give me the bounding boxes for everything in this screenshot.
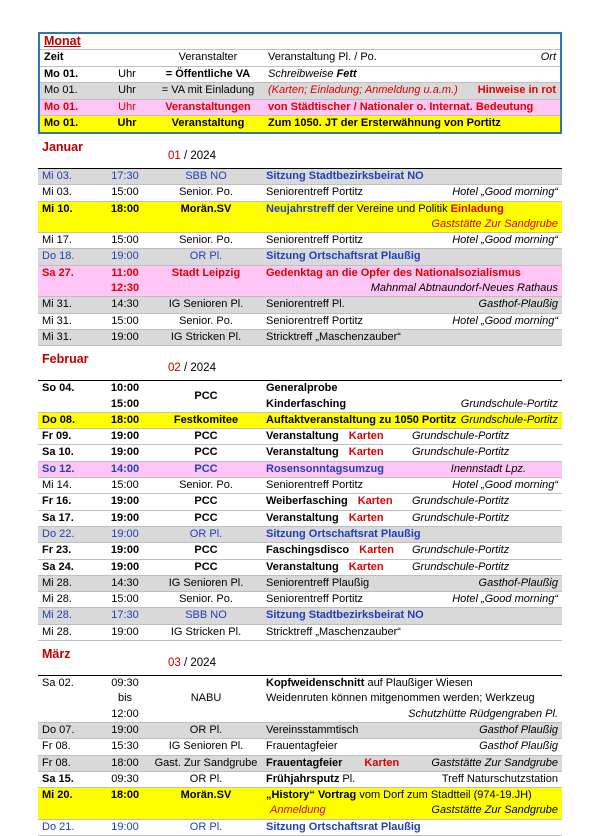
row-day: Fr 09. — [42, 430, 72, 443]
row-organizer: Stadt Leipzig — [171, 266, 241, 279]
row-organizer: Gast. Zur Sandgrube — [154, 756, 258, 769]
row-day: Do 21. — [42, 820, 75, 833]
row-time: 19:00 — [110, 560, 140, 573]
row-day: Mi 31. — [42, 314, 72, 327]
legend-event: Schreibweise Fett — [268, 67, 357, 80]
row-event: Stricktreff „Maschenzauber“ — [266, 330, 401, 343]
month-name: Februar — [42, 352, 89, 367]
row-organizer: Senior. Po. — [179, 314, 233, 327]
table-row — [38, 445, 562, 461]
row-organizer: Morän.SV — [180, 202, 232, 215]
month-name: Januar — [42, 139, 83, 154]
row-organizer: Morän.SV — [180, 789, 232, 802]
legend-organizer: Veranstaltungen — [165, 100, 251, 113]
row-event: Gedenktag an die Opfer des Nationalsozialismus Mahnmal Abtnaundorf-Neues Rathaus — [266, 266, 558, 295]
row-event: Generalprobe Kinderfasching Grundschule-Portitz — [266, 382, 558, 410]
row-event: Stricktreff „Maschenzauber“ — [266, 625, 401, 638]
row-organizer: Senior. Po. — [179, 479, 233, 492]
table-row — [38, 249, 562, 265]
row-day: Mi 31. — [42, 298, 72, 311]
row-organizer: OR Pl. — [189, 527, 223, 540]
row-day: Mi 17. — [42, 234, 72, 247]
legend-time: Uhr — [118, 84, 136, 97]
row-time: 19:00 — [110, 511, 140, 524]
table-row — [38, 202, 562, 234]
row-time: 15:00 — [111, 593, 139, 606]
row-organizer: PCC — [194, 544, 218, 557]
row-event: Rosensonntagsumzug Inennstadt Lpz. — [266, 462, 526, 475]
row-day: Sa 24. — [42, 560, 74, 573]
row-event: Sitzung Ortschaftsrat Plaußig — [266, 250, 421, 263]
month-heading-januar — [38, 134, 562, 168]
row-day: Mi 28. — [42, 625, 72, 638]
month-number: 01 / 2024 — [168, 149, 216, 162]
row-organizer: NABU — [190, 692, 222, 705]
row-time: 19:00 — [111, 250, 139, 263]
legend-time: Uhr — [118, 67, 136, 80]
row-time: 10:00 15:00 — [110, 382, 140, 410]
row-organizer: PCC — [194, 511, 218, 524]
table-row — [38, 756, 562, 772]
row-day: So 04. — [42, 382, 75, 395]
table-row — [38, 266, 562, 298]
table-row — [38, 739, 562, 755]
row-organizer: PCC — [194, 389, 218, 402]
legend-header-row — [40, 50, 560, 67]
table-row — [38, 169, 562, 185]
legend-day: Mo 01. — [44, 67, 79, 80]
header-organizer: Veranstalter — [178, 51, 238, 63]
row-time: 15:00 — [111, 186, 139, 199]
row-event: Seniorentreff Pl. Gasthof-Plaußig — [266, 298, 558, 311]
row-organizer: Senior. Po. — [179, 234, 233, 247]
row-event: Vereinsstammtisch Gasthof Plaußig — [266, 723, 558, 736]
row-organizer: Senior. Po. — [179, 186, 233, 199]
row-time: 18:00 — [110, 789, 140, 802]
row-time: 15:30 — [111, 740, 139, 753]
legend-time: Uhr — [118, 100, 136, 113]
row-organizer: IG Senioren Pl. — [168, 740, 244, 753]
row-time: 11:00 12:30 — [110, 266, 140, 295]
legend-row-anniversary — [40, 116, 560, 132]
row-time: 09:30 — [111, 772, 139, 785]
table-row — [38, 625, 562, 641]
row-day: Mi 03. — [42, 169, 72, 182]
row-event: Frauentagfeier Gasthof Plaußig — [266, 740, 558, 753]
row-day: Do 22. — [42, 527, 75, 540]
row-event: Neujahrstreff der Vereine und Politik Einladung Gaststätte Zur Sandgrube — [266, 202, 558, 230]
table-row — [38, 576, 562, 592]
row-day: Sa 02. — [42, 676, 74, 689]
row-day: Mi 28. — [42, 593, 72, 606]
legend-event: von Städtischer / Nationaler o. Internat. Bedeutung — [268, 100, 534, 113]
row-organizer: SBB NO — [185, 169, 227, 182]
row-time: 19:00 — [111, 723, 139, 736]
legend-organizer: = VA mit Einladung — [161, 84, 255, 97]
row-event: Seniorentreff Plaußig Gasthof-Plaußig — [266, 576, 558, 589]
table-row — [38, 820, 562, 836]
row-event: Seniorentreff Portitz Hotel „Good morning“ — [266, 234, 558, 247]
row-organizer: Festkomitee — [173, 413, 239, 426]
row-organizer: OR Pl. — [189, 772, 223, 785]
month-table-januar — [38, 168, 562, 346]
row-day: Sa 15. — [42, 772, 74, 785]
row-time: 19:00 — [111, 820, 139, 833]
row-day: Do 18. — [42, 250, 75, 263]
legend-organizer: = Öffentliche VA — [165, 67, 251, 80]
row-organizer: OR Pl. — [189, 820, 223, 833]
table-row — [38, 462, 562, 478]
row-day: Mi 20. — [42, 789, 73, 802]
row-organizer: OR Pl. — [189, 723, 223, 736]
legend-event: Zum 1050. JT der Ersterwähnung von Portitz — [268, 117, 501, 130]
row-event: Auftaktveranstaltung zu 1050 Portitz Grundschule-Portitz — [266, 413, 558, 426]
row-organizer: PCC — [194, 462, 218, 475]
row-event: Faschingsdisco Karten Grundschule-Portitz — [266, 544, 510, 557]
row-day: Fr 08. — [42, 756, 71, 769]
table-row — [38, 608, 562, 624]
row-organizer: IG Stricken Pl. — [170, 625, 242, 638]
row-day: Fr 08. — [42, 740, 71, 753]
row-event: Weiberfasching Karten Grundschule-Portitz — [266, 495, 510, 508]
row-event: Sitzung Ortschaftsrat Plaußig — [266, 820, 421, 833]
row-organizer: PCC — [194, 560, 218, 573]
table-row — [38, 429, 562, 445]
table-row — [38, 185, 562, 201]
table-row — [38, 560, 562, 576]
row-time: 18:00 — [110, 202, 140, 215]
row-event: Seniorentreff Portitz Hotel „Good morning“ — [266, 314, 558, 327]
legend-row-public — [40, 67, 560, 84]
row-day: Sa 10. — [42, 446, 74, 459]
legend-event: (Karten; Einladung; Anmeldung u.a.m.) Hinweise in rot — [268, 84, 556, 97]
row-time: 19:00 — [110, 446, 140, 459]
row-event: Sitzung Ortschaftsrat Plaußig — [266, 527, 421, 540]
row-time: 19:00 — [111, 527, 139, 540]
header-day: Zeit — [44, 51, 64, 63]
legend-box — [38, 32, 562, 134]
legend-day: Mo 01. — [44, 84, 78, 97]
legend-row-city — [40, 100, 560, 117]
month-number: 02 / 2024 — [168, 362, 216, 375]
row-place: Treff Naturschutzstation — [441, 772, 558, 785]
table-row — [38, 527, 562, 543]
row-organizer: Senior. Po. — [179, 593, 233, 606]
row-organizer: PCC — [194, 495, 218, 508]
table-row — [38, 297, 562, 313]
legend-row-invitation — [40, 83, 560, 100]
row-time: 15:00 — [111, 314, 139, 327]
table-row — [38, 676, 562, 723]
table-row — [38, 511, 562, 527]
row-time: 09:30 bis 12:00 — [111, 676, 139, 720]
row-day: Mi 28. — [42, 609, 72, 622]
table-row — [38, 788, 562, 820]
row-event: Sitzung Stadtbezirksbeirat NO — [266, 609, 424, 622]
row-organizer: PCC — [194, 446, 218, 459]
row-time: 14:30 — [111, 298, 139, 311]
row-event: Seniorentreff Portitz Hotel „Good morning“ — [266, 593, 558, 606]
header-event: Veranstaltung Pl. / Po. Ort — [268, 51, 556, 63]
row-day: Mi 31. — [42, 330, 72, 343]
table-row — [38, 413, 562, 429]
table-row — [38, 772, 562, 788]
row-day: Mi 10. — [42, 202, 73, 215]
table-row — [38, 478, 562, 494]
row-day: Sa 27. — [42, 266, 74, 279]
row-event: Kopfweidenschnitt auf Plaußiger Wiesen Weidenruten können mitgenommen werden; Werkzeug Schutzhütte Rüdgengraben Pl. — [266, 676, 558, 720]
row-day: Mi 28. — [42, 576, 72, 589]
table-row — [38, 314, 562, 330]
row-day: Do 08. — [42, 413, 76, 426]
month-table-maerz — [38, 675, 562, 836]
row-time: 17:30 — [111, 169, 139, 182]
row-day: So 12. — [42, 462, 75, 475]
row-event: Veranstaltung Karten Grundschule-Portitz — [266, 560, 510, 573]
header-time — [102, 50, 152, 66]
legend-organizer: Veranstaltung — [171, 117, 245, 130]
month-heading-maerz — [38, 641, 562, 675]
month-number: 03 / 2024 — [168, 656, 216, 669]
row-time: 17:30 — [111, 609, 139, 622]
table-row — [38, 543, 562, 559]
row-event: Seniorentreff Portitz Hotel „Good morning“ — [266, 186, 558, 199]
legend-time: Uhr — [117, 117, 137, 130]
row-time: 19:00 — [111, 625, 139, 638]
row-time: 14:00 — [110, 462, 140, 475]
table-row — [38, 494, 562, 510]
legend-day: Mo 01. — [44, 117, 79, 130]
row-event: Frauentagfeier Karten Gaststätte Zur Sandgrube — [266, 756, 558, 769]
row-day: Sa 17. — [42, 511, 74, 524]
table-row — [38, 381, 562, 413]
table-row — [38, 592, 562, 608]
row-day: Mi 14. — [42, 479, 72, 492]
row-organizer: IG Stricken Pl. — [170, 330, 242, 343]
row-time: 19:00 — [111, 330, 139, 343]
row-event: Sitzung Stadtbezirksbeirat NO — [266, 169, 424, 182]
row-organizer: IG Senioren Pl. — [168, 576, 244, 589]
row-organizer: SBB NO — [185, 609, 227, 622]
legend-title: Monat — [40, 34, 560, 50]
row-time: 18:00 — [111, 756, 139, 769]
row-event: Veranstaltung Karten Grundschule-Portitz — [266, 430, 510, 443]
row-day: Fr 16. — [42, 495, 72, 508]
legend-day: Mo 01. — [44, 100, 79, 113]
row-time: 19:00 — [110, 495, 140, 508]
row-event: Veranstaltung Karten Grundschule-Portitz — [266, 446, 510, 459]
row-organizer: PCC — [194, 430, 218, 443]
row-organizer: OR Pl. — [189, 250, 223, 263]
row-event: „History“ Vortrag vom Dorf zum Stadtteil (974-19.JH) Anmeldung Gaststätte Zur Sandgrube — [266, 789, 558, 817]
row-time: 18:00 — [110, 413, 140, 426]
row-time: 15:00 — [111, 234, 139, 247]
row-organizer: IG Senioren Pl. — [168, 298, 244, 311]
row-day: Do 07. — [42, 723, 75, 736]
row-time: 14:30 — [111, 576, 139, 589]
row-day: Mi 03. — [42, 186, 72, 199]
table-row — [38, 723, 562, 739]
row-time: 19:00 — [110, 430, 140, 443]
row-event: Veranstaltung Karten Grundschule-Portitz — [266, 511, 510, 524]
row-event: Seniorentreff Portitz Hotel „Good morning“ — [266, 479, 558, 492]
row-day: Fr 23. — [42, 544, 72, 557]
calendar-page — [38, 32, 562, 836]
month-name: März — [42, 646, 71, 661]
table-row — [38, 233, 562, 249]
row-time: 19:00 — [110, 544, 140, 557]
row-time: 15:00 — [111, 479, 139, 492]
month-heading-februar — [38, 346, 562, 380]
month-table-februar — [38, 380, 562, 641]
row-event: Frühjahrsputz Pl. Treff Naturschutzstation — [262, 772, 562, 787]
table-row — [38, 330, 562, 346]
